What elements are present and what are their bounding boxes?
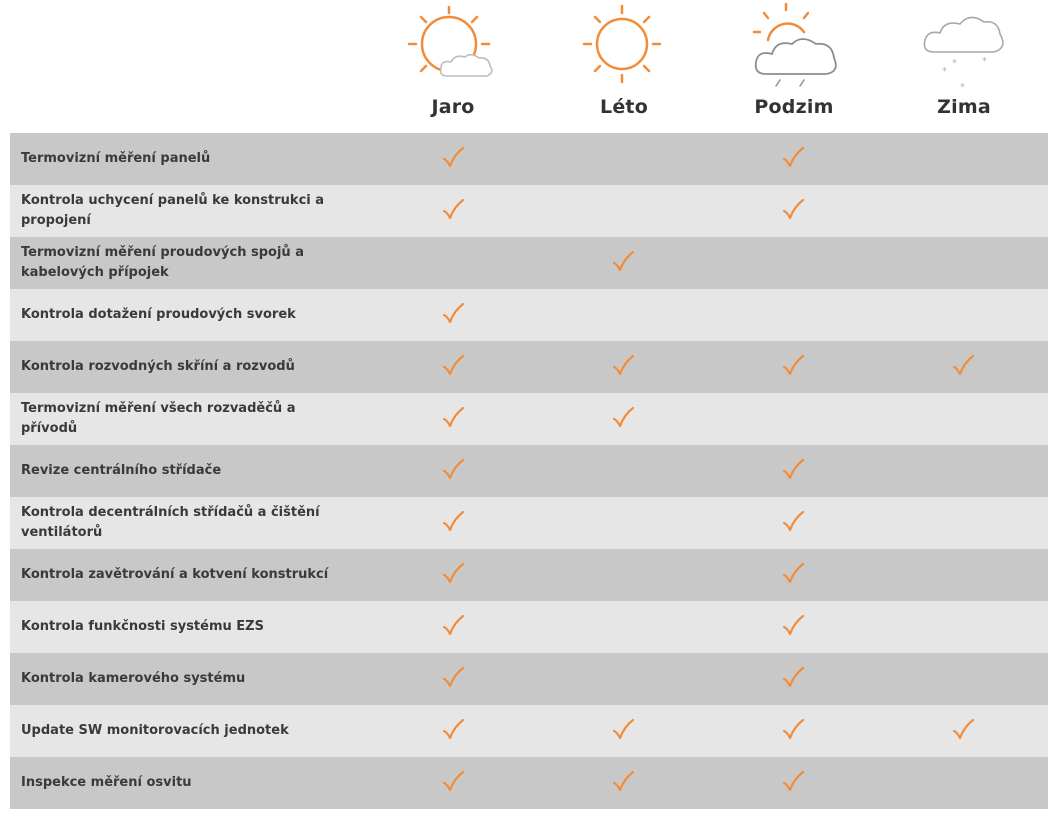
checkmark-icon [781,666,805,690]
checkmark-icon [441,354,465,378]
season-jaro [368,0,538,133]
table-row [10,757,1048,809]
checkmark-icon [781,562,805,586]
svg-text:*: * [982,56,987,67]
task-label: Kontrola funkčnosti systému EZS [21,619,264,634]
table-row [10,341,1048,393]
checkmark-icon [441,666,465,690]
task-label: Inspekce měření osvitu [21,775,192,790]
season-label: Podzim [754,96,834,118]
svg-text:*: * [960,82,965,92]
table-row [10,289,1048,341]
task-label: Kontrola zavětrování a kotvení konstrukcí [21,567,329,582]
table-row [10,393,1048,445]
checkmark-icon [611,406,635,430]
checkmark-icon [441,198,465,222]
checkmark-icon [781,614,805,638]
table-row [10,653,1048,705]
checkmark-icon [441,718,465,742]
checkmark-icon [951,718,975,742]
task-label: Termovizní měření všech rozvaděčů a přívodů [21,401,296,436]
table-row [10,133,1048,185]
task-label: Update SW monitorovacích jednotek [21,723,289,738]
task-label: Termovizní měření proudových spojů a kabelových přípojek [21,245,304,280]
checkmark-icon [611,250,635,274]
checkmark-icon [441,614,465,638]
task-label: Kontrola rozvodných skříní a rozvodů [21,359,295,374]
table-row [10,185,1048,237]
season-podzim [709,0,879,133]
table-row [10,445,1048,497]
checkmark-icon [611,770,635,794]
svg-text:*: * [942,66,947,77]
season-label: Zima [937,96,991,118]
checkmark-icon [781,458,805,482]
task-label: Kontrola uchycení panelů ke konstrukci a propojení [21,193,325,228]
checkmark-icon [441,562,465,586]
sun-behind-cloud-icon [405,2,501,86]
checkmark-icon [441,770,465,794]
checkmark-icon [441,458,465,482]
checkmark-icon [441,302,465,326]
table-row [10,601,1048,653]
task-label: Kontrola kamerového systému [21,671,246,686]
checkmark-icon [781,146,805,170]
maintenance-table [10,133,1048,809]
table-row [10,237,1048,289]
checkmark-icon [611,718,635,742]
season-label: Léto [600,96,648,118]
checkmark-icon [441,146,465,170]
checkmark-icon [441,406,465,430]
checkmark-icon [781,354,805,378]
snow-cloud-icon [916,2,1012,92]
season-header [0,0,1056,133]
task-label: Revize centrálního střídače [21,463,222,478]
sun-rain-cloud-icon [746,2,842,92]
table-row [10,497,1048,549]
checkmark-icon [441,510,465,534]
svg-text:*: * [952,58,957,69]
checkmark-icon [781,770,805,794]
checkmark-icon [781,510,805,534]
task-label: Kontrola dotažení proudových svorek [21,307,296,322]
checkmark-icon [951,354,975,378]
checkmark-icon [781,198,805,222]
season-label: Jaro [431,96,475,118]
table-row [10,549,1048,601]
checkmark-icon [611,354,635,378]
season-leto [539,0,709,133]
table-row [10,705,1048,757]
task-label: Termovizní měření panelů [21,151,211,166]
sun-icon [576,2,672,86]
checkmark-icon [781,718,805,742]
task-label: Kontrola decentrálních střídačů a čištění ventilátorů [21,505,320,540]
season-zima [879,0,1049,133]
